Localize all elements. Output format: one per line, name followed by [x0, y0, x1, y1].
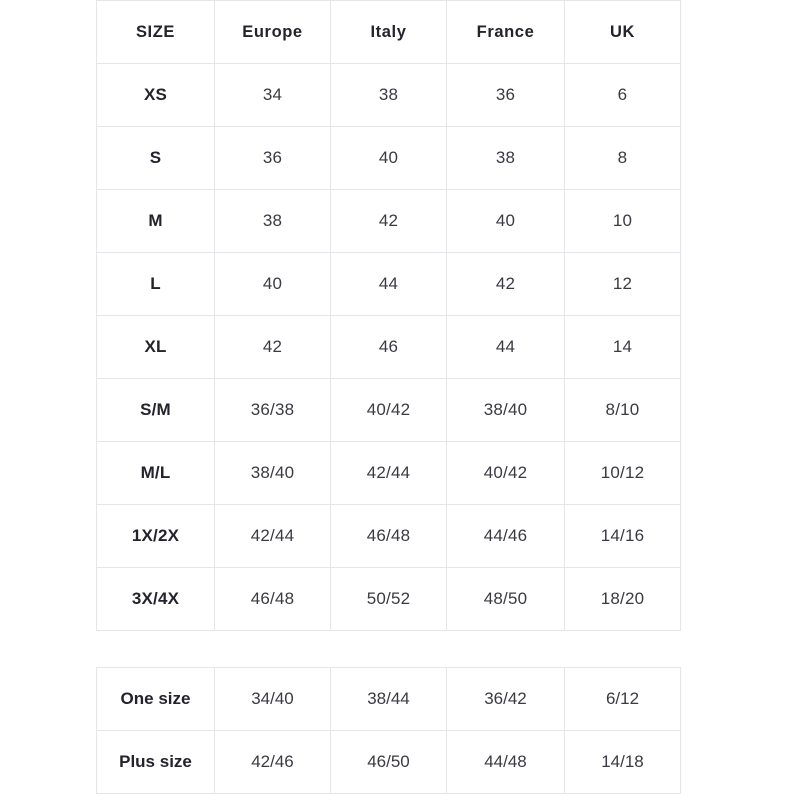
cell-italy: 40 — [331, 127, 447, 190]
table-row — [97, 568, 681, 631]
cell-france: 38 — [447, 127, 565, 190]
cell-italy: 46 — [331, 316, 447, 379]
column-header-france: France — [447, 1, 565, 64]
cell-uk: 10/12 — [565, 442, 681, 505]
column-header-size: SIZE — [97, 1, 215, 64]
cell-italy: 38/44 — [331, 668, 447, 731]
table-row — [97, 379, 681, 442]
cell-italy: 40/42 — [331, 379, 447, 442]
cell-uk: 14 — [565, 316, 681, 379]
cell-france: 44/46 — [447, 505, 565, 568]
cell-europe: 36/38 — [215, 379, 331, 442]
size-tables-container — [96, 0, 680, 794]
cell-france: 36/42 — [447, 668, 565, 731]
cell-uk: 18/20 — [565, 568, 681, 631]
cell-italy: 42 — [331, 190, 447, 253]
cell-france: 36 — [447, 64, 565, 127]
table-row — [97, 64, 681, 127]
cell-italy: 50/52 — [331, 568, 447, 631]
cell-france: 40 — [447, 190, 565, 253]
size-conversion-table — [96, 0, 681, 631]
cell-size: One size — [97, 668, 215, 731]
cell-size: 3X/4X — [97, 568, 215, 631]
cell-uk: 14/16 — [565, 505, 681, 568]
cell-uk: 14/18 — [565, 731, 681, 794]
cell-size: 1X/2X — [97, 505, 215, 568]
table-spacer — [96, 631, 680, 667]
cell-italy: 42/44 — [331, 442, 447, 505]
cell-size: M/L — [97, 442, 215, 505]
table-row — [97, 668, 681, 731]
cell-europe: 46/48 — [215, 568, 331, 631]
table-row — [97, 253, 681, 316]
table-row — [97, 316, 681, 379]
cell-france: 38/40 — [447, 379, 565, 442]
cell-europe: 42/44 — [215, 505, 331, 568]
cell-uk: 8/10 — [565, 379, 681, 442]
cell-size: S — [97, 127, 215, 190]
cell-size: Plus size — [97, 731, 215, 794]
cell-size: M — [97, 190, 215, 253]
cell-uk: 6 — [565, 64, 681, 127]
cell-france: 40/42 — [447, 442, 565, 505]
cell-france: 42 — [447, 253, 565, 316]
cell-europe: 34/40 — [215, 668, 331, 731]
cell-europe: 42/46 — [215, 731, 331, 794]
cell-europe: 38/40 — [215, 442, 331, 505]
cell-france: 44 — [447, 316, 565, 379]
cell-europe: 36 — [215, 127, 331, 190]
cell-europe: 42 — [215, 316, 331, 379]
table-row — [97, 505, 681, 568]
cell-italy: 44 — [331, 253, 447, 316]
table-row — [97, 442, 681, 505]
cell-europe: 40 — [215, 253, 331, 316]
column-header-europe: Europe — [215, 1, 331, 64]
cell-europe: 34 — [215, 64, 331, 127]
cell-uk: 10 — [565, 190, 681, 253]
cell-size: S/M — [97, 379, 215, 442]
one-size-table — [96, 667, 681, 794]
cell-italy: 38 — [331, 64, 447, 127]
table-header-row — [97, 1, 681, 64]
cell-france: 48/50 — [447, 568, 565, 631]
table-row — [97, 127, 681, 190]
table-row — [97, 190, 681, 253]
cell-france: 44/48 — [447, 731, 565, 794]
cell-uk: 6/12 — [565, 668, 681, 731]
cell-italy: 46/50 — [331, 731, 447, 794]
cell-italy: 46/48 — [331, 505, 447, 568]
cell-size: L — [97, 253, 215, 316]
cell-size: XS — [97, 64, 215, 127]
table-row — [97, 731, 681, 794]
cell-europe: 38 — [215, 190, 331, 253]
cell-uk: 8 — [565, 127, 681, 190]
cell-uk: 12 — [565, 253, 681, 316]
column-header-italy: Italy — [331, 1, 447, 64]
cell-size: XL — [97, 316, 215, 379]
column-header-uk: UK — [565, 1, 681, 64]
